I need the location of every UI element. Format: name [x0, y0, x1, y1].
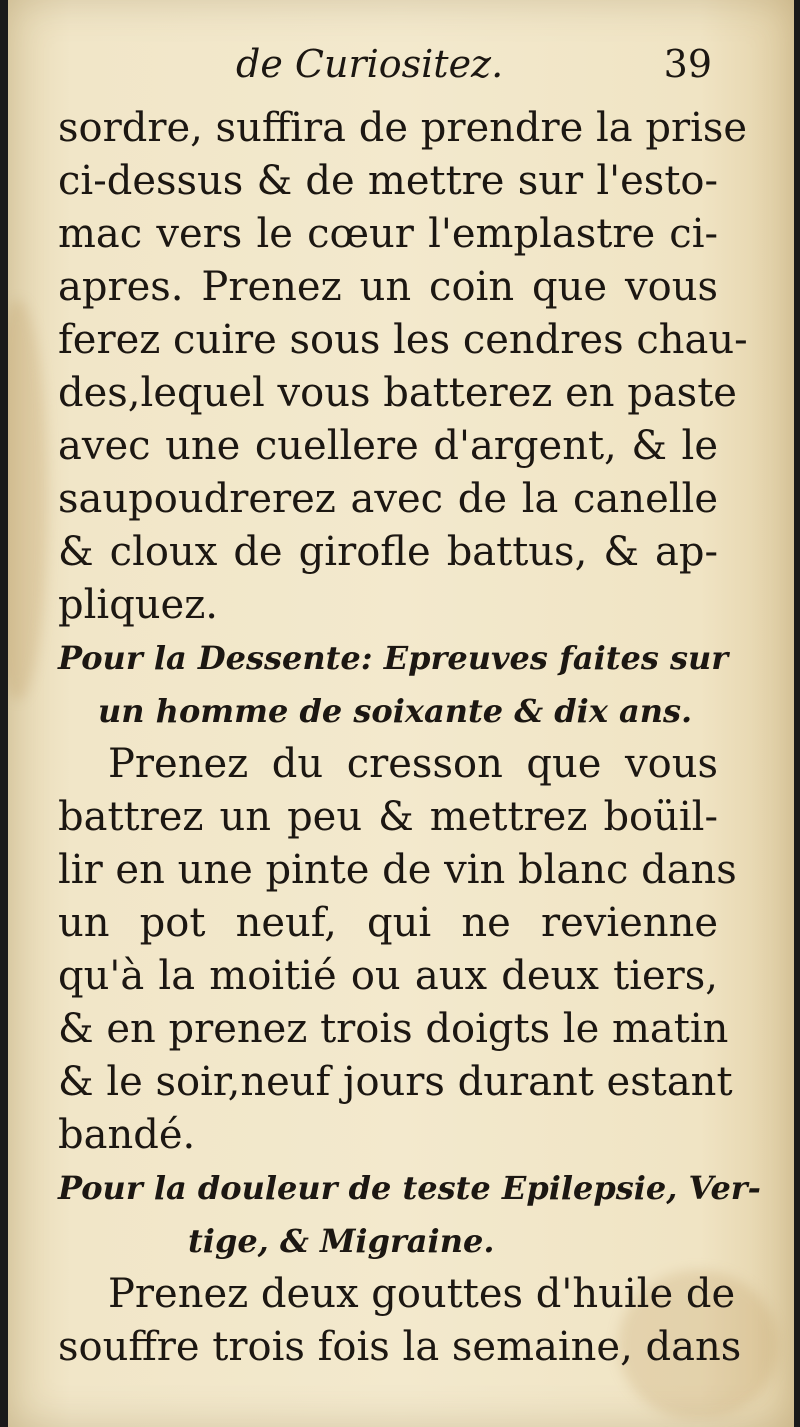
- text-line: ferez cuire sous les cendres chau-: [58, 317, 748, 363]
- page-number: 39: [663, 42, 712, 86]
- text-line: sordre, suffira de prendre la prise: [58, 105, 748, 151]
- text-line: & en prenez trois doigts le matin: [58, 1006, 729, 1052]
- text-line: avec une cuellere d'argent, & le: [58, 423, 718, 469]
- section-heading-line: Pour la Dessente: Epreuves faites sur: [58, 639, 729, 677]
- book-page: [8, 0, 794, 1427]
- text-line: bandé.: [58, 1112, 196, 1158]
- text-line: saupoudrerez avec de la canelle: [58, 476, 718, 522]
- section-heading-line: un homme de soixante & dix ans.: [98, 692, 693, 730]
- text-line: battrez un peu & mettrez boüil-: [58, 794, 718, 840]
- text-line: pliquez.: [58, 582, 219, 628]
- text-line: Prenez deux gouttes d'huile de: [108, 1271, 736, 1317]
- text-line: ci-dessus & de mettre sur l'esto-: [58, 158, 718, 204]
- running-title: de Curiositez.: [236, 42, 504, 86]
- text-line: mac vers le cœur l'emplastre ci-: [58, 211, 718, 257]
- text-line: & cloux de girofle battus, & ap-: [58, 529, 718, 575]
- running-header: [58, 38, 718, 102]
- page-text: [58, 38, 761, 1374]
- text-line: Prenez du cresson que vous: [108, 741, 718, 787]
- text-line: souffre trois fois la semaine, dans: [58, 1324, 742, 1370]
- edge-stain: [8, 300, 48, 700]
- section-heading-line: tige, & Migraine.: [188, 1222, 495, 1260]
- text-line: des,lequel vous batterez en paste: [58, 370, 737, 416]
- text-line: lir en une pinte de vin blanc dans: [58, 847, 737, 893]
- section-heading-line: Pour la douleur de teste Epilepsie, Ver-: [58, 1169, 761, 1207]
- text-line: & le soir,neuf jours durant estant: [58, 1059, 733, 1105]
- text-line: apres. Prenez un coin que vous: [58, 264, 718, 310]
- text-line: un pot neuf, qui ne revienne: [58, 900, 718, 946]
- text-line: qu'à la moitié ou aux deux tiers,: [58, 953, 718, 999]
